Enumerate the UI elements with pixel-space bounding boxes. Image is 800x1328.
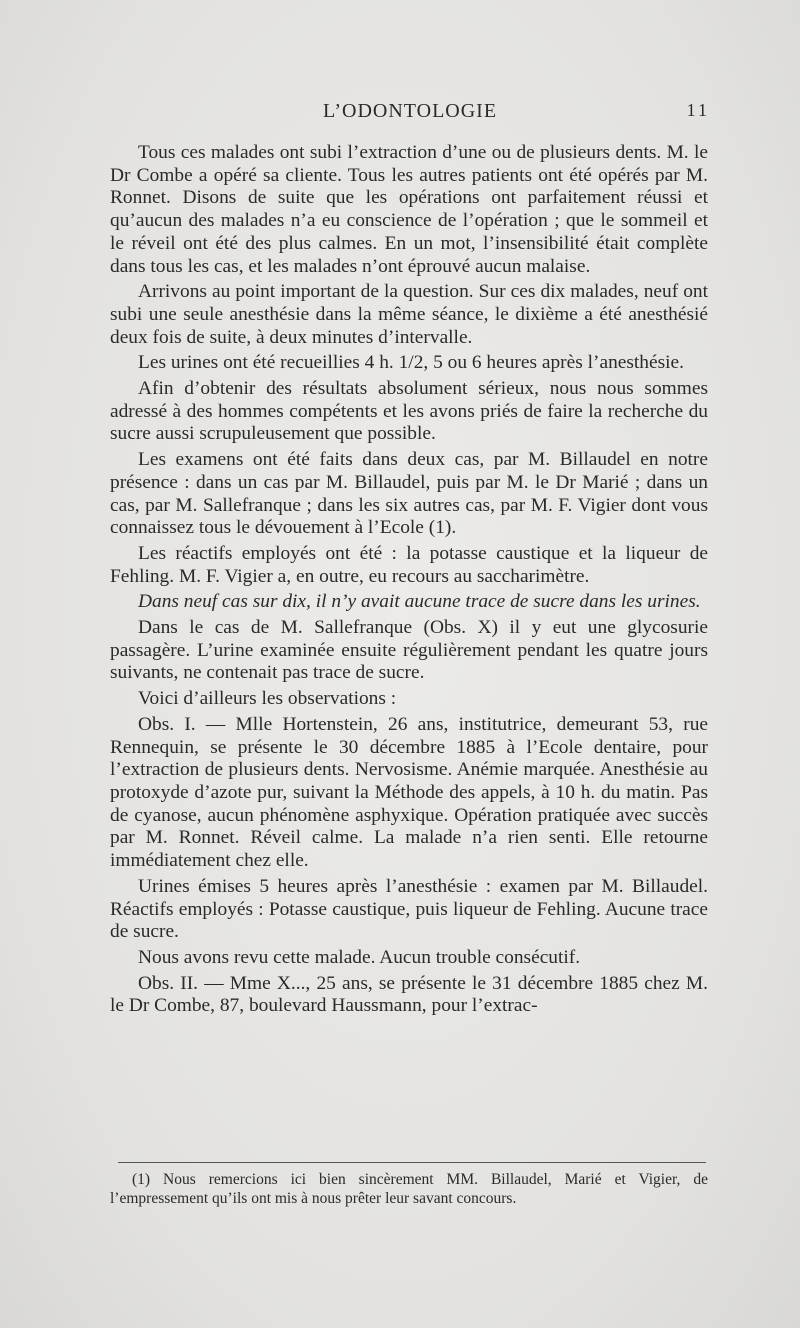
paragraph: Les urines ont été recueillies 4 h. 1/2, 5 ou 6 heures après l’anesthésie. (138, 352, 684, 374)
paragraph: Les examens ont été faits dans deux cas, par M. Billaudel en notre présence : dans un cas par M. Billaudel, puis par M. le Dr Marié ; dans un cas, par M. Sallefranque ; dans les six autres cas, par M. F. Vigier dont vous connaissez tous le dévouement à l’Ecole (1). (110, 449, 708, 539)
paragraph-italic-conclusion: Dans neuf cas sur dix, il n’y avait aucune trace de sucre dans les urines. (138, 591, 701, 613)
paragraph: Urines émises 5 heures après l’anesthésie : examen par M. Billaudel. Réactifs employés : Potasse caustique, puis liqueur de Fehling. Aucune trace de sucre. (110, 875, 708, 943)
page-number: 11 (686, 100, 710, 120)
footnote (110, 1170, 708, 1208)
paragraph: Tous ces malades ont subi l’extraction d’une ou de plusieurs dents. M. le Dr Combe a opéré sa cliente. Tous les autres patients ont été opérés par M. Ronnet. Disons de suite que les opérations ont parfaitement réussi et qu’aucun des malades n’a eu conscience de l’opération ; que le sommeil et le réveil ont été des plus calmes. En un mot, l’insensibilité était complète dans tous les cas, et les malades n’ont éprouvé aucun malaise. (110, 142, 708, 277)
footnote-text: (1) Nous remercions ici bien sincèrement MM. Billaudel, Marié et Vigier, de l’empressement qu’ils ont mis à nous prêter leur savant concours. (110, 1171, 708, 1207)
observation-1: Obs. I. — Mlle Hortenstein, 26 ans, institutrice, demeurant 53, rue Rennequin, se présente le 30 décembre 1885 à l’Ecole dentaire, pour l’extraction de plusieurs dents. Nervosisme. Anémie marquée. Anesthésie au protoxyde d’azote pur, suivant la Méthode des appels, à 10 h. du matin. Pas de cyanose, aucun phénomène asphyxique. Opération pratiquée avec succès par M. Ronnet. Réveil calme. La malade n’a rien senti. Elle retourne immédiatement chez elle. (110, 713, 708, 872)
running-head: L’ODONTOLOGIE (322, 100, 498, 122)
paragraph: Afin d’obtenir des résultats absolument sérieux, nous nous sommes adressé à des hommes compétents et les avons priés de faire la recherche du sucre aussi scrupuleusement que possible. (110, 378, 708, 445)
paragraph: Nous avons revu cette malade. Aucun trouble consécutif. (138, 946, 581, 968)
paragraph: Les réactifs employés ont été : la potasse caustique et la liqueur de Fehling. M. F. Vigier a, en outre, eu recours au saccharimètre. (110, 542, 708, 587)
page-header (110, 100, 710, 130)
body-text (110, 142, 708, 1021)
observation-2: Obs. II. — Mme X..., 25 ans, se présente le 31 décembre 1885 chez M. le Dr Combe, 87, boulevard Haussmann, pour l’extrac- (110, 972, 708, 1017)
paragraph: Dans le cas de M. Sallefranque (Obs. X) il y eut une glycosurie passagère. L’urine examinée ensuite régulièrement pendant les quatre jours suivants, ne contenait pas trace de sucre. (110, 617, 708, 684)
paragraph: Voici d’ailleurs les observations : (138, 688, 397, 710)
footnote-divider (118, 1162, 706, 1163)
paragraph: Arrivons au point important de la question. Sur ces dix malades, neuf ont subi une seule anesthésie dans la même séance, le dixième a été anesthésié deux fois de suite, à deux minutes d’intervalle. (110, 281, 708, 348)
